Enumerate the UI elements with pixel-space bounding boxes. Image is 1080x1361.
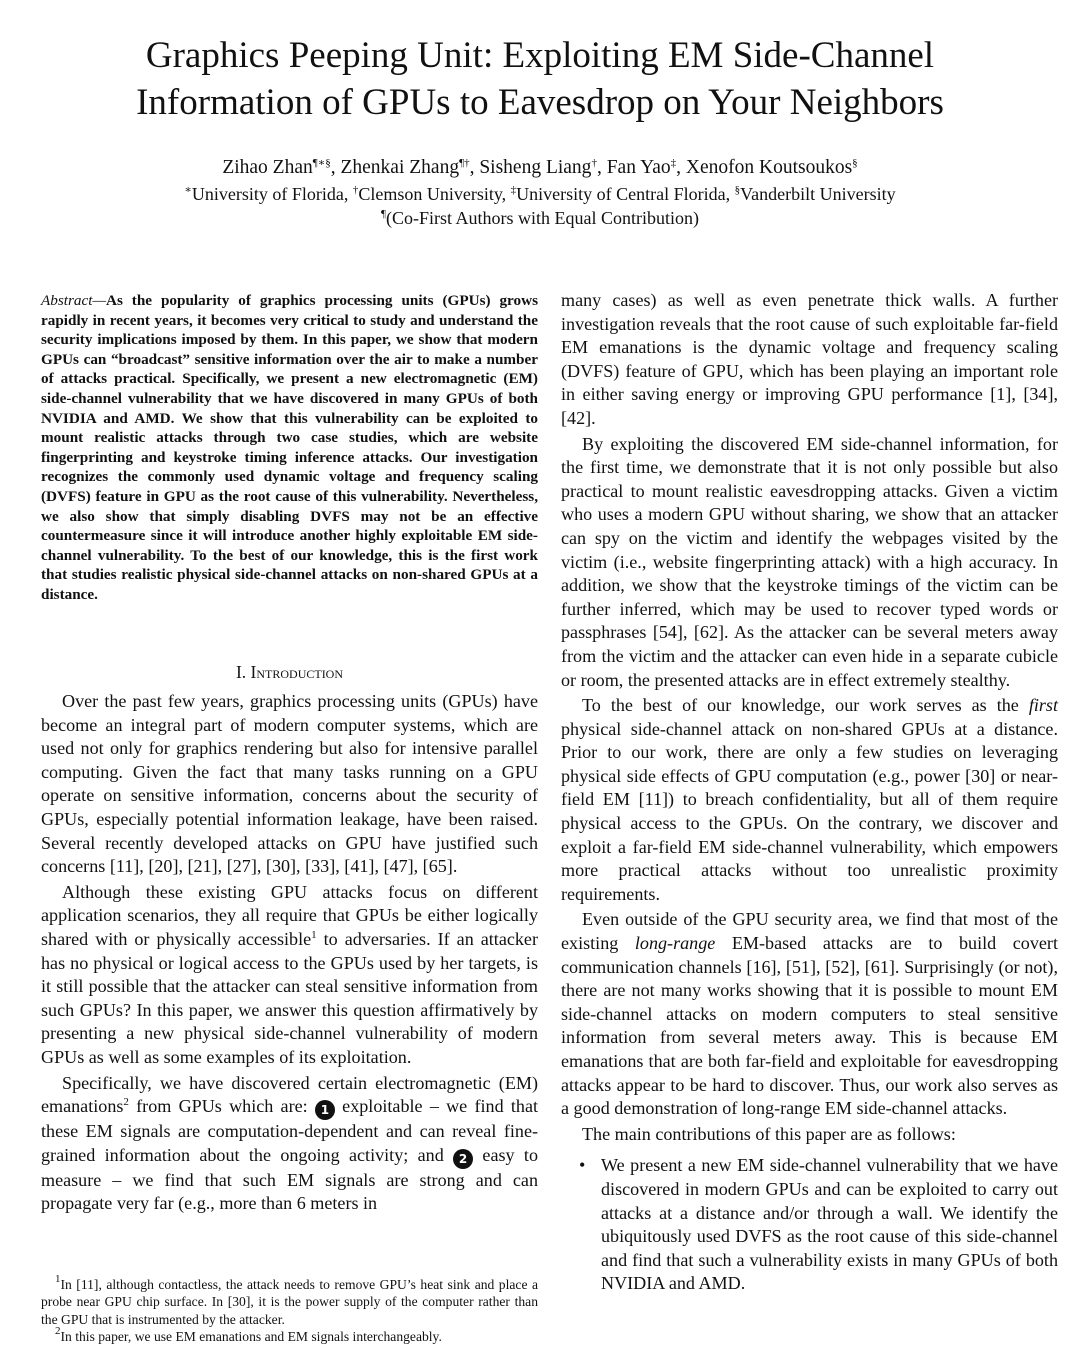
author-mark: † xyxy=(591,157,597,169)
affil-mark: § xyxy=(734,184,741,196)
footnote-ref: 1 xyxy=(311,928,317,941)
text-run: easy to measure – we find that such EM signals are strong and can propagate very far (e.g., more than 6 meters in xyxy=(41,1144,538,1214)
emphasis: first xyxy=(1028,695,1058,716)
footnote-mark: 1 xyxy=(55,1273,61,1285)
co-first-text: (Co-First Authors with Equal Contribution) xyxy=(385,208,699,228)
author-mark: § xyxy=(852,157,858,169)
paragraph: many cases) as well as even penetrate thick walls. A further investigation reveals that the root cause of such exploitable far-field EM emanations is the dynamic voltage and frequency scaling (DVFS) feature of GPU, which has been playing an important role in either saving energy or improving GPU performance [1], [34], [42]. xyxy=(561,290,1058,428)
bullet-icon: • xyxy=(579,1155,586,1176)
contribution-list xyxy=(561,1154,1058,1296)
section-heading xyxy=(41,661,538,683)
section-title: Introduction xyxy=(250,662,344,682)
paragraph: By exploiting the discovered EM side-channel information, for the first time, we demonstrate that it is not only possible but also practical to mount realistic eavesdropping attacks. Given a victim who uses a modern GPU without sharing, we show that an attacker can spy on the victim and identify the webpages visited by the victim (i.e., website fingerprinting attack) with a high accuracy. In addition, we show that the keystroke timings of the victim can be further inferred, which may be used to recover typed words or passphrases [54], [62]. As the attacker can be several meters away from the victim and the attacker can even hide in a separate cubicle or room, the presented attacks are in effect extremely stealthy. xyxy=(561,433,1058,690)
text-run: Although these existing GPU attacks focus on different application scenarios, they all require that GPUs be either logically shared with or physically accessible xyxy=(41,881,538,949)
paragraph xyxy=(561,694,1058,906)
footnotes xyxy=(41,1273,538,1346)
section-number: I. xyxy=(235,662,251,682)
right-column-body xyxy=(561,289,1058,1296)
introduction-body xyxy=(41,690,538,1218)
footnote-ref: 2 xyxy=(123,1096,129,1109)
author-name: , Fan Yao xyxy=(596,157,671,178)
affil-mark: ∗ xyxy=(184,184,192,196)
paragraph xyxy=(41,1072,538,1216)
co-first-mark: ¶ xyxy=(381,208,386,220)
footnote-text: In this paper, we use EM emanations and EM signals interchangeably. xyxy=(60,1329,442,1345)
circled-number-2-icon: 2 xyxy=(453,1149,473,1169)
paragraph xyxy=(561,908,1058,1120)
author-name: Zihao Zhan xyxy=(222,157,313,178)
author-name: , Sisheng Liang xyxy=(469,157,592,178)
paragraph: Over the past few years, graphics processing units (GPUs) have become an integral part of modern computer systems, which are used not only for graphics rendering but also for intensive parallel computing. Given the fact that many tasks running on a GPU operate on sensitive information, concerns about the security of GPUs, especially potential information leakage, have been raised. Several recently developed attacks on GPU have justified such concerns [11], [20], [21], [27], [30], [33], [41], [47], [65]. xyxy=(41,691,538,877)
text-run: To the best of our knowledge, our work serves as the xyxy=(582,695,1029,716)
affil-mark: † xyxy=(352,184,359,196)
abstract-text: As the popularity of graphics processing units (GPUs) grows rapidly in recent years, it becomes very critical to study and understand the security implications imposed by them. In this paper, we show that modern GPUs can “broadcast” sensitive information over the air to make a number of attacks practical. Specifically, we present a new electromagnetic (EM) side-channel vulnerability that we have discovered in many GPUs of both NVIDIA and AMD. We show that this vulnerability can be exploited to mount realistic attacks through two case studies, which are website fingerprinting and keystroke timing inference attacks. Our investigation recognizes the commonly used dynamic voltage and frequency scaling (DVFS) feature in GPU as the root cause of this vulnerability. Nevertheless, we also show that simply disabling DVFS may not be an effective countermeasure since it will introduce another highly exploitable EM side-channel vulnerability. To the best of our knowledge, this is the first work that studies realistic physical side-channel attacks on non-shared GPUs at a distance. xyxy=(41,292,538,603)
author-mark: ¶∗§ xyxy=(312,157,331,169)
abstract-lead: Abstract— xyxy=(41,292,106,309)
affil-name: Vanderbilt University xyxy=(740,184,896,204)
footnote-mark: 2 xyxy=(55,1325,61,1338)
text-run: Specifically, we have discovered certain electromagnetic (EM) emanations xyxy=(41,1072,538,1117)
footnote-text: In [11], although contactless, the attack needs to remove GPU’s heat sink and place a probe near GPU chip surface. In [30], it is the power supply of the computer rather than the GPU that is instrumented by the attacker. xyxy=(41,1277,538,1327)
circled-number-1-icon: 1 xyxy=(315,1100,335,1120)
author-name: , Zhenkai Zhang xyxy=(330,157,460,178)
author-list xyxy=(0,155,1080,180)
text-run: from GPUs which are: xyxy=(128,1096,315,1117)
author-mark: ¶† xyxy=(459,157,470,169)
paragraph xyxy=(41,881,538,1070)
list-item xyxy=(561,1154,1058,1296)
author-name: , Xenofon Koutsoukos xyxy=(676,157,853,178)
footnote xyxy=(41,1273,538,1328)
title-line-1: Graphics Peeping Unit: Exploiting EM Side-Channel xyxy=(145,35,935,76)
author-mark: ‡ xyxy=(670,157,677,169)
text-run: to adversaries. If an attacker has no physical or logical access to the GPUs used by her targets, is it still possible that the attacker can steal sensitive information from such GPUs? In this paper, we answer this question affirmatively by presenting a new physical side-channel vulnerability of modern GPUs as well as some examples of its exploitation. xyxy=(41,928,538,1067)
affiliations xyxy=(0,182,1080,206)
affil-name: Clemson University, xyxy=(358,184,511,204)
affil-mark: ‡ xyxy=(510,184,517,196)
text-run: exploitable – we find that these EM signals are computation-dependent and can reveal fine-grained information about the ongoing activity; and xyxy=(41,1096,538,1165)
title-line-2: Information of GPUs to Eavesdrop on Your Neighbors xyxy=(136,82,944,123)
text-run: EM-based attacks are to build covert communication channels [16], [51], [52], [61]. Surprisingly (or not), there are not many works showing that it is possible to mount EM side-channel attacks on modern computers to steal sensitive information from several meters away. This is because EM emanations that are both far-field and exploitable for eavesdropping attacks appear to be hard to discover. Thus, our work also serves as a good demonstration of long-range EM side-channel attacks. xyxy=(561,933,1058,1119)
text-run: physical side-channel attack on non-shared GPUs at a distance. Prior to our work, there are only a few studies on leveraging physical side effects of GPU computation (e.g., power [30] or near-field EM [11]) to breach confidentiality, but all of them require physical access to the GPUs. On the contrary, we discover and exploit a far-field EM side-channel vulnerability, which empowers more practical attacks without too unrealistic proximity requirements. xyxy=(561,718,1058,904)
emphasis: long-range xyxy=(634,933,716,954)
paragraph: The main contributions of this paper are as follows: xyxy=(582,1123,956,1144)
paper-title xyxy=(0,32,1080,126)
affil-name: University of Florida, xyxy=(191,184,353,204)
affil-name: University of Central Florida, xyxy=(516,184,735,204)
list-item-text: We present a new EM side-channel vulnerability that we have discovered in modern GPUs and can be exploited to carry out attacks at a distance and/or through a wall. We identify the ubiquitously used DVFS as the root cause of this side-channel and find that such a vulnerability exists in many GPUs of both NVIDIA and AMD. xyxy=(601,1155,1058,1294)
co-first-note xyxy=(0,206,1080,230)
text-run: Even outside of the GPU security area, we find that most of the existing xyxy=(561,909,1058,954)
footnote xyxy=(41,1325,538,1345)
abstract xyxy=(41,291,538,605)
